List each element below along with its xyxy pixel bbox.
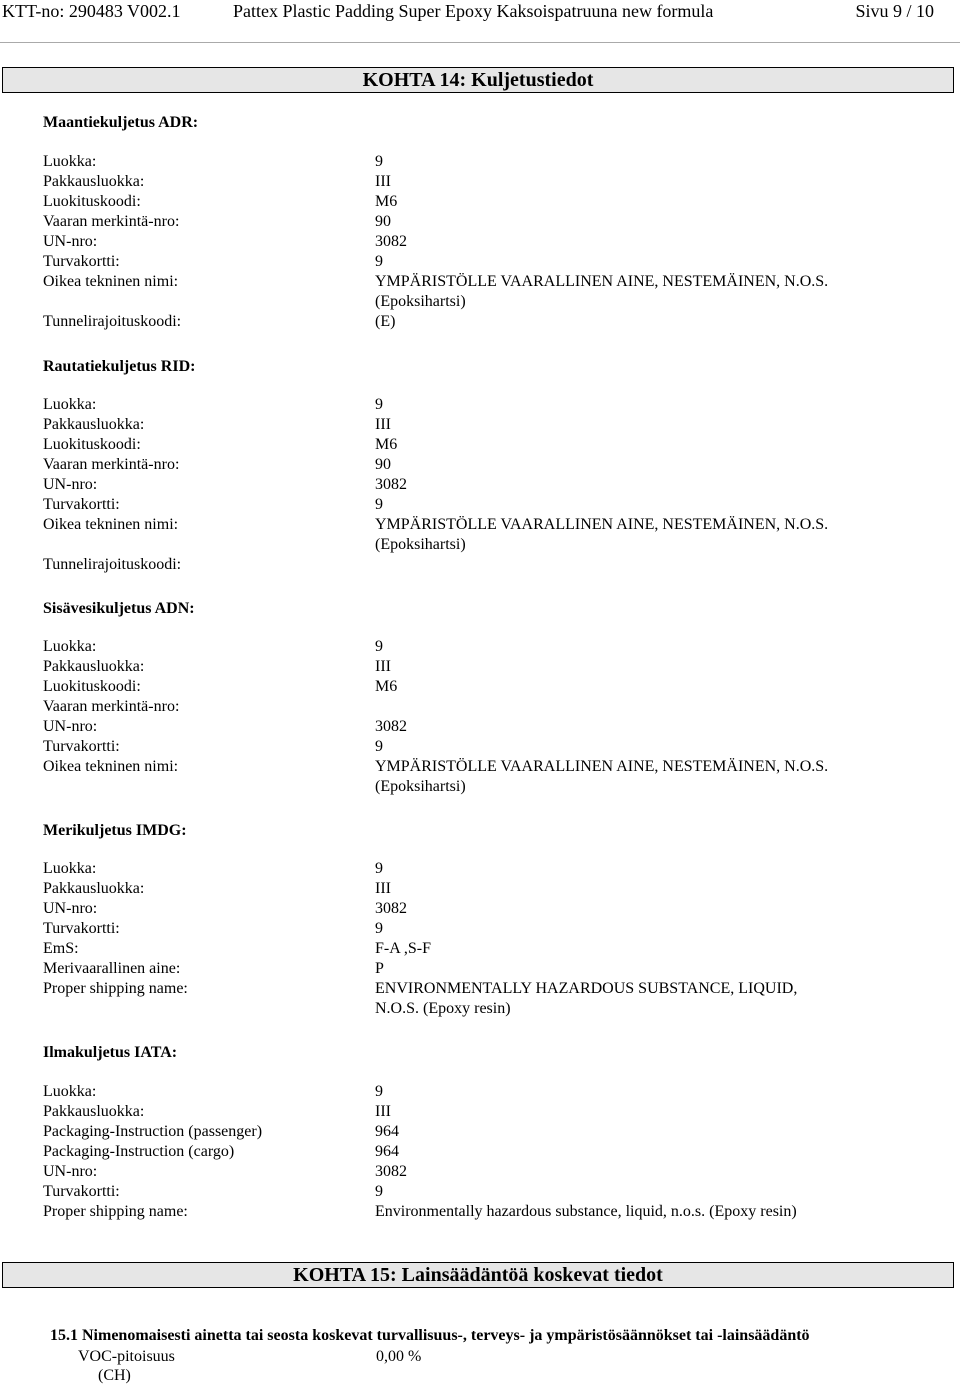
adn-title: Sisävesikuljetus ADN: [43, 600, 195, 617]
rid-tunneli-label: Tunnelirajoituskoodi: [43, 556, 182, 573]
rid-nimi-value-line2: (Epoksihartsi) [375, 536, 466, 553]
imdg-title: Merikuljetus IMDG: [43, 822, 187, 839]
iata-psn-value: Environmentally hazardous substance, liquid, n.o.s. (Epoxy resin) [375, 1203, 797, 1220]
iata-turvakortti-value: 9 [375, 1183, 383, 1200]
page-number: Sivu 9 / 10 [855, 1, 934, 21]
adn-nimi-label: Oikea tekninen nimi: [43, 758, 179, 775]
rid-title: Rautatiekuljetus RID: [43, 358, 196, 375]
imdg-luokka-value: 9 [375, 860, 383, 877]
imdg-ems-label: EmS: [43, 940, 79, 957]
rid-turvakortti-value: 9 [375, 496, 383, 513]
iata-luokka-value: 9 [375, 1083, 383, 1100]
adn-luokituskoodi-label: Luokituskoodi: [43, 678, 141, 695]
adn-vaaran-label: Vaaran merkintä-nro: [43, 698, 180, 715]
adn-un-label: UN-nro: [43, 718, 98, 735]
adn-luokka-label: Luokka: [43, 638, 97, 655]
adr-pakkausluokka-value: III [375, 173, 391, 190]
adn-un-value: 3082 [375, 718, 407, 735]
adr-vaaran-label: Vaaran merkintä-nro: [43, 213, 180, 230]
document-id: KTT-no: 290483 V002.1 [2, 1, 181, 21]
adn-turvakortti-label: Turvakortti: [43, 738, 120, 755]
rid-un-value: 3082 [375, 476, 407, 493]
product-name: Pattex Plastic Padding Super Epoxy Kaksoispatruuna new formula [233, 1, 714, 21]
rid-luokituskoodi-label: Luokituskoodi: [43, 436, 141, 453]
rid-nimi-label: Oikea tekninen nimi: [43, 516, 179, 533]
adr-luokituskoodi-label: Luokituskoodi: [43, 193, 141, 210]
imdg-pakkausluokka-label: Pakkausluokka: [43, 880, 145, 897]
adr-tunneli-value: (E) [375, 313, 396, 330]
imdg-turvakortti-label: Turvakortti: [43, 920, 120, 937]
imdg-ems-value: F-A ,S-F [375, 940, 432, 957]
imdg-psn-value-line2: N.O.S. (Epoxy resin) [375, 1000, 511, 1017]
iata-un-label: UN-nro: [43, 1163, 98, 1180]
adr-luokka-value: 9 [375, 153, 383, 170]
rid-nimi-value-line1: YMPÄRISTÖLLE VAARALLINEN AINE, NESTEMÄINEN, N.O.S. [375, 516, 829, 533]
adr-luokka-label: Luokka: [43, 153, 97, 170]
imdg-psn-value-line1: ENVIRONMENTALLY HAZARDOUS SUBSTANCE, LIQUID, [375, 980, 798, 997]
rid-un-label: UN-nro: [43, 476, 98, 493]
voc-value: 0,00 % [376, 1348, 422, 1365]
rid-vaaran-value: 90 [375, 456, 391, 473]
imdg-psn-label: Proper shipping name: [43, 980, 188, 997]
iata-pi-passenger-label: Packaging-Instruction (passenger) [43, 1123, 263, 1140]
iata-turvakortti-label: Turvakortti: [43, 1183, 120, 1200]
rid-luokituskoodi-value: M6 [375, 436, 398, 453]
header-divider [0, 42, 960, 43]
section-15-title: KOHTA 15: Lainsäädäntöä koskevat tiedot [2, 1262, 954, 1288]
rid-pakkausluokka-label: Pakkausluokka: [43, 416, 145, 433]
section-15-1-title: 15.1 Nimenomaisesti ainetta tai seosta koskevat turvallisuus-, terveys- ja ympäristösäännökset tai -lainsäädäntö [50, 1327, 810, 1344]
imdg-turvakortti-value: 9 [375, 920, 383, 937]
adr-title: Maantiekuljetus ADR: [43, 114, 199, 131]
adr-un-value: 3082 [375, 233, 407, 250]
iata-luokka-label: Luokka: [43, 1083, 97, 1100]
iata-pi-cargo-value: 964 [375, 1143, 399, 1160]
voc-note: (CH) [98, 1367, 131, 1384]
adr-nimi-value-line1: YMPÄRISTÖLLE VAARALLINEN AINE, NESTEMÄINEN, N.O.S. [375, 273, 829, 290]
adn-luokka-value: 9 [375, 638, 383, 655]
imdg-pakkausluokka-value: III [375, 880, 391, 897]
adn-turvakortti-value: 9 [375, 738, 383, 755]
iata-un-value: 3082 [375, 1163, 407, 1180]
adn-pakkausluokka-label: Pakkausluokka: [43, 658, 145, 675]
iata-pakkausluokka-label: Pakkausluokka: [43, 1103, 145, 1120]
iata-pi-passenger-value: 964 [375, 1123, 399, 1140]
adn-nimi-value-line2: (Epoksihartsi) [375, 778, 466, 795]
section-14-title: KOHTA 14: Kuljetustiedot [2, 67, 954, 93]
iata-title: Ilmakuljetus IATA: [43, 1044, 178, 1061]
adn-nimi-value-line1: YMPÄRISTÖLLE VAARALLINEN AINE, NESTEMÄINEN, N.O.S. [375, 758, 829, 775]
page-header [0, 0, 960, 22]
adr-turvakortti-value: 9 [375, 253, 383, 270]
imdg-meri-value: P [375, 960, 384, 977]
adn-luokituskoodi-value: M6 [375, 678, 398, 695]
rid-vaaran-label: Vaaran merkintä-nro: [43, 456, 180, 473]
imdg-luokka-label: Luokka: [43, 860, 97, 877]
imdg-un-label: UN-nro: [43, 900, 98, 917]
imdg-meri-label: Merivaarallinen aine: [43, 960, 181, 977]
adr-nimi-label: Oikea tekninen nimi: [43, 273, 179, 290]
adr-turvakortti-label: Turvakortti: [43, 253, 120, 270]
voc-label: VOC-pitoisuus [78, 1348, 175, 1365]
adr-un-label: UN-nro: [43, 233, 98, 250]
adr-vaaran-value: 90 [375, 213, 391, 230]
rid-pakkausluokka-value: III [375, 416, 391, 433]
adr-luokituskoodi-value: M6 [375, 193, 398, 210]
iata-pi-cargo-label: Packaging-Instruction (cargo) [43, 1143, 235, 1160]
rid-luokka-value: 9 [375, 396, 383, 413]
rid-luokka-label: Luokka: [43, 396, 97, 413]
adn-pakkausluokka-value: III [375, 658, 391, 675]
adr-pakkausluokka-label: Pakkausluokka: [43, 173, 145, 190]
iata-pakkausluokka-value: III [375, 1103, 391, 1120]
rid-turvakortti-label: Turvakortti: [43, 496, 120, 513]
adr-nimi-value-line2: (Epoksihartsi) [375, 293, 466, 310]
adr-tunneli-label: Tunnelirajoituskoodi: [43, 313, 182, 330]
imdg-un-value: 3082 [375, 900, 407, 917]
iata-psn-label: Proper shipping name: [43, 1203, 188, 1220]
